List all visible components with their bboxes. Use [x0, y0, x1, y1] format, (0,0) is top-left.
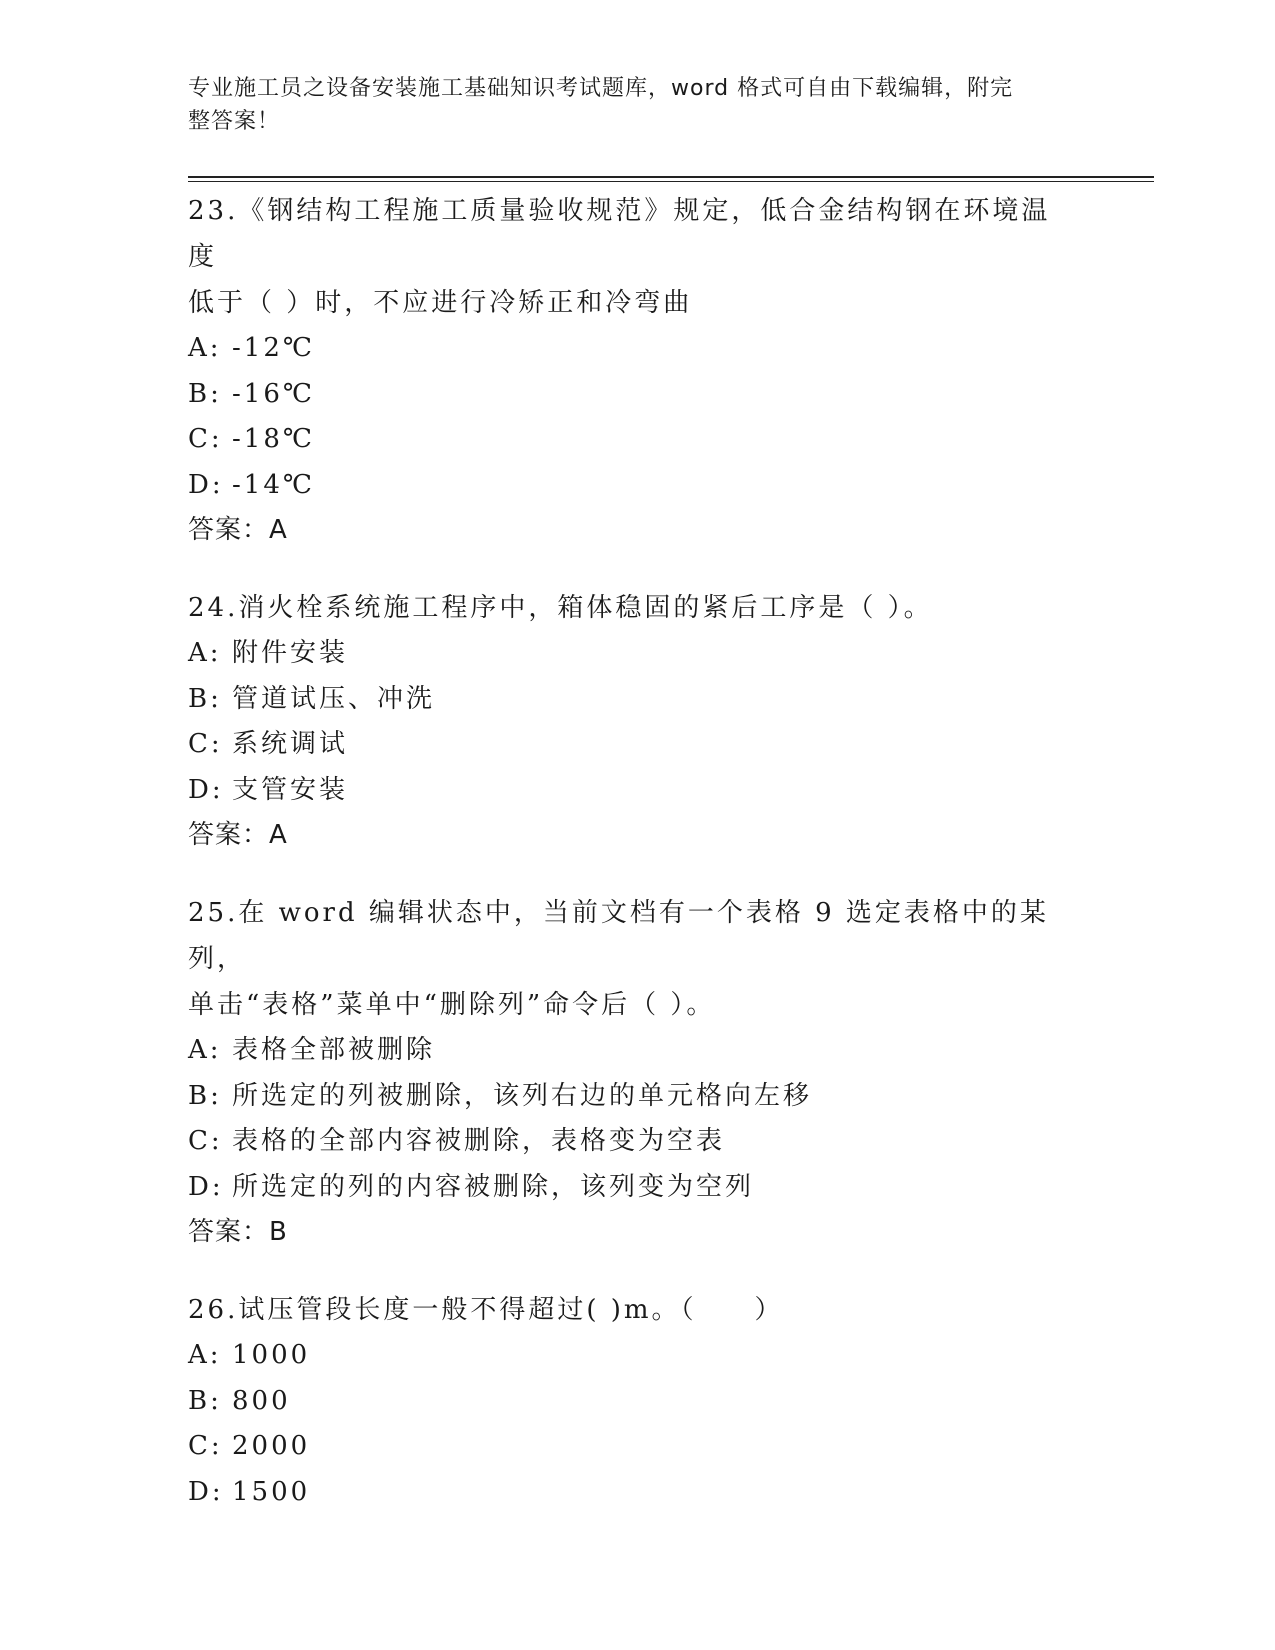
question-stem-line-1: 25.在 word 编辑状态中，当前文档有一个表格 9 选定表格中的某列， [188, 898, 1049, 974]
option-letter: C: [188, 1431, 223, 1461]
question-stem-line-2: 低于（ ）时，不应进行冷矫正和冷弯曲 [188, 288, 693, 318]
option-letter: C: [188, 1126, 223, 1156]
option-text: -12℃ [232, 333, 315, 363]
option-text: 所选定的列的内容被删除，该列变为空列 [232, 1171, 755, 1202]
option-letter: B: [188, 683, 222, 714]
option-c [188, 722, 1088, 768]
question-stem [188, 1287, 1068, 1333]
option-text: 1000 [232, 1340, 311, 1370]
question-stem-line-1: 26.试压管段长度一般不得超过( )m。（ ） [188, 1295, 784, 1325]
question-24 [188, 585, 1088, 858]
option-text: 表格全部被删除 [232, 1035, 436, 1065]
header-line-2: 整答案！ [188, 109, 281, 134]
header-divider-thin [188, 181, 1154, 182]
option-letter: C: [188, 424, 223, 454]
document-header [188, 72, 1068, 138]
option-b [188, 1379, 1088, 1425]
option-letter: D: [188, 774, 224, 805]
header-divider-thick [188, 176, 1154, 178]
option-text: -18℃ [232, 424, 315, 454]
option-letter: A: [188, 1035, 222, 1065]
option-text: -16℃ [232, 378, 315, 409]
option-letter: D: [188, 469, 224, 500]
question-stem [188, 188, 1068, 326]
option-letter: B: [188, 378, 222, 409]
question-list [188, 188, 1088, 1547]
option-a [188, 1028, 1088, 1074]
option-text: -14℃ [232, 469, 315, 500]
option-text: 800 [232, 1385, 291, 1416]
question-stem [188, 890, 1068, 1028]
question-stem-line-1: 23.《钢结构工程施工质量验收规范》规定，低合金结构钢在环境温度 [188, 196, 1051, 272]
option-text: 2000 [232, 1431, 311, 1461]
option-text: 系统调试 [232, 729, 349, 759]
question-stem [188, 585, 1068, 631]
option-text: 1500 [232, 1476, 311, 1507]
option-c [188, 1424, 1088, 1470]
option-c [188, 417, 1088, 463]
option-c [188, 1119, 1088, 1165]
option-text: 附件安装 [232, 638, 349, 668]
option-d [188, 463, 1088, 509]
option-text: 管道试压、冲洗 [232, 683, 436, 714]
option-letter: B: [188, 1080, 222, 1111]
question-26 [188, 1287, 1088, 1515]
answer-text: 答案：A [188, 515, 288, 545]
option-letter: D: [188, 1476, 224, 1507]
option-b [188, 372, 1088, 418]
answer-text: 答案：A [188, 820, 288, 850]
question-stem-line-1: 24.消火栓系统施工程序中，箱体稳固的紧后工序是（ ）。 [188, 593, 933, 623]
option-b [188, 677, 1088, 723]
header-line-1: 专业施工员之设备安装施工基础知识考试题库，word 格式可自由下载编辑，附完 [188, 76, 1014, 101]
option-letter: A: [188, 638, 222, 668]
option-letter: C: [188, 729, 223, 759]
option-d [188, 1470, 1088, 1516]
question-23 [188, 188, 1088, 553]
option-d [188, 768, 1088, 814]
option-letter: A: [188, 1340, 222, 1370]
option-letter: D: [188, 1171, 224, 1202]
option-a [188, 326, 1088, 372]
option-letter: A: [188, 333, 222, 363]
option-b [188, 1074, 1088, 1120]
question-stem-line-2: 单击“表格”菜单中“删除列”命令后（ ）。 [188, 990, 716, 1020]
option-d [188, 1165, 1088, 1211]
answer-text: 答案：B [188, 1217, 288, 1247]
option-text: 所选定的列被删除，该列右边的单元格向左移 [232, 1080, 813, 1111]
option-letter: B: [188, 1385, 222, 1416]
option-text: 表格的全部内容被删除，表格变为空表 [232, 1126, 726, 1156]
question-25 [188, 890, 1088, 1255]
option-a [188, 1333, 1088, 1379]
option-a [188, 631, 1088, 677]
option-text: 支管安装 [232, 774, 349, 805]
